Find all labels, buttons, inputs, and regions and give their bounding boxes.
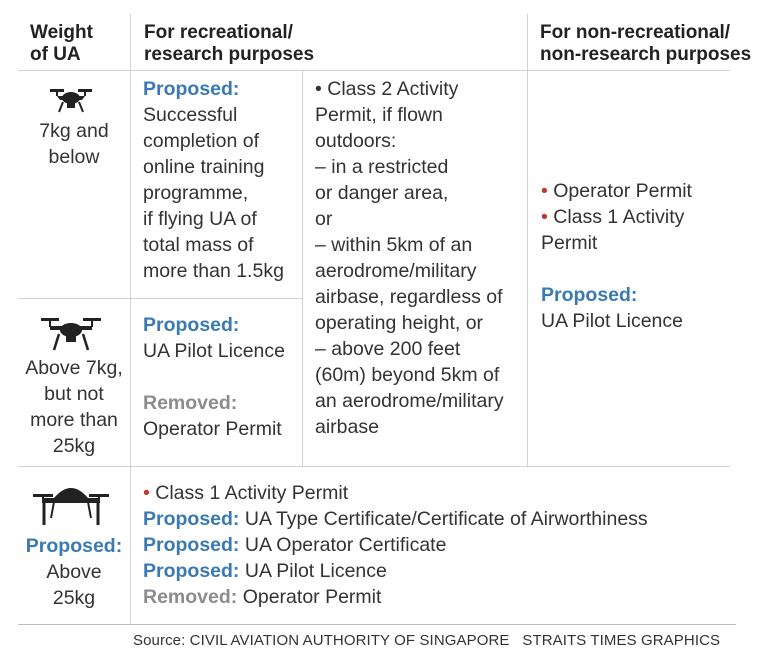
row2-requirement: Proposed: UA Pilot Licence Removed: Operator Permit [143, 314, 285, 440]
row3-weight: Proposed: Above 25kg [25, 535, 123, 609]
header-recreational: For recreational/ research purposes [144, 22, 315, 65]
header-rule [18, 70, 730, 71]
row3-requirements: • Class 1 Activity Permit Proposed: UA Type Certificate/Certificate of Airworthiness Proposed: UA Operator Certificate Proposed: UA Pilot Licence Removed: Operator Permit [143, 482, 648, 608]
row1-requirement: Proposed: Successful completion of online training programme, if flying UA of total mass of more than 1.5kg [143, 78, 284, 282]
class2-permit-conditions: • Class 2 Activity Permit, if flown outdoors: – in a restricted or danger area, or – within 5km of an aerodrome/military airbase, regardless of operating height, or – above 200 feet (60m) beyond 5km of an aerodrome/military airbase [315, 78, 504, 438]
bullet-point: • [143, 482, 150, 504]
bullet-point: • [315, 78, 322, 100]
source-credit: Source: CIVIL AVIATION AUTHORITY OF SINGAPORE STRAITS TIMES GRAPHICS [133, 632, 721, 649]
large-drone-icon [32, 480, 110, 528]
col2-divider [302, 70, 303, 466]
row1-rule [18, 298, 302, 299]
header-weight: Weight of UA [30, 22, 93, 65]
col3-divider [527, 14, 528, 466]
col1-divider [130, 14, 131, 624]
non-recreational-requirements: • Operator Permit • Class 1 Activity Permit Proposed: UA Pilot Licence [541, 180, 692, 332]
header-non-recreational: For non-recreational/ non-research purposes [540, 22, 752, 65]
table-bottom-rule [18, 624, 736, 625]
small-drone-icon [48, 82, 94, 116]
medium-drone-icon [40, 314, 102, 354]
row1-weight: 7kg and below [39, 120, 109, 168]
row2-weight: Above 7kg, but not more than 25kg [25, 357, 123, 457]
bullet-point: • [541, 180, 548, 202]
bullet-point: • [541, 206, 548, 228]
row2-rule [18, 466, 730, 467]
